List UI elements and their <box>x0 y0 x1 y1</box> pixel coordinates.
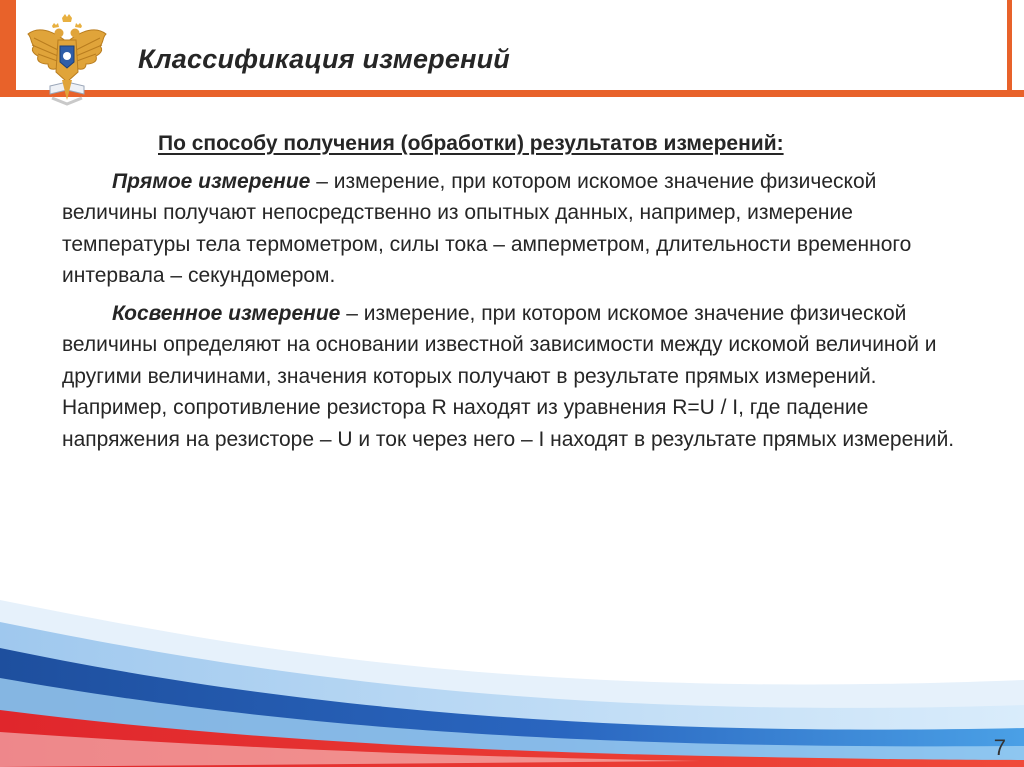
definition-indirect-measurement: – измерение, при котором искомое значение физической величины определяют на основании известной зависимости между искомой величиной и другими величинами, значения которых получают в результате прямых измерений. Например, сопротивление резистора R находят из уравнения R=U / I, где падение напряжения на резисторе – U и ток через него – I находят в результате прямых измерений. <box>62 301 955 451</box>
paragraph-direct-measurement <box>62 166 962 292</box>
decorative-waves <box>0 560 1024 767</box>
definition-direct-measurement: – измерение, при котором искомое значение физической величины получают непосредственно из опытных данных, например, измерение температуры тела термометром, силы тока – амперметром, длительности временного интервала – секундомером. <box>62 169 912 287</box>
term-indirect-measurement: Косвенное измерение <box>112 301 341 325</box>
term-direct-measurement: Прямое измерение <box>112 169 311 193</box>
left-accent-stripe <box>0 0 16 97</box>
paragraph-indirect-measurement <box>62 298 962 456</box>
page-number: 7 <box>993 735 1006 760</box>
right-accent-stripe <box>1007 0 1012 92</box>
eagle-emblem-icon <box>22 12 112 110</box>
section-subheading: По способу получения (обработки) результатов измерений: <box>158 132 784 155</box>
slide-title: Классификация измерений <box>138 44 510 74</box>
header-divider <box>0 90 1024 97</box>
slide-body <box>62 128 962 455</box>
